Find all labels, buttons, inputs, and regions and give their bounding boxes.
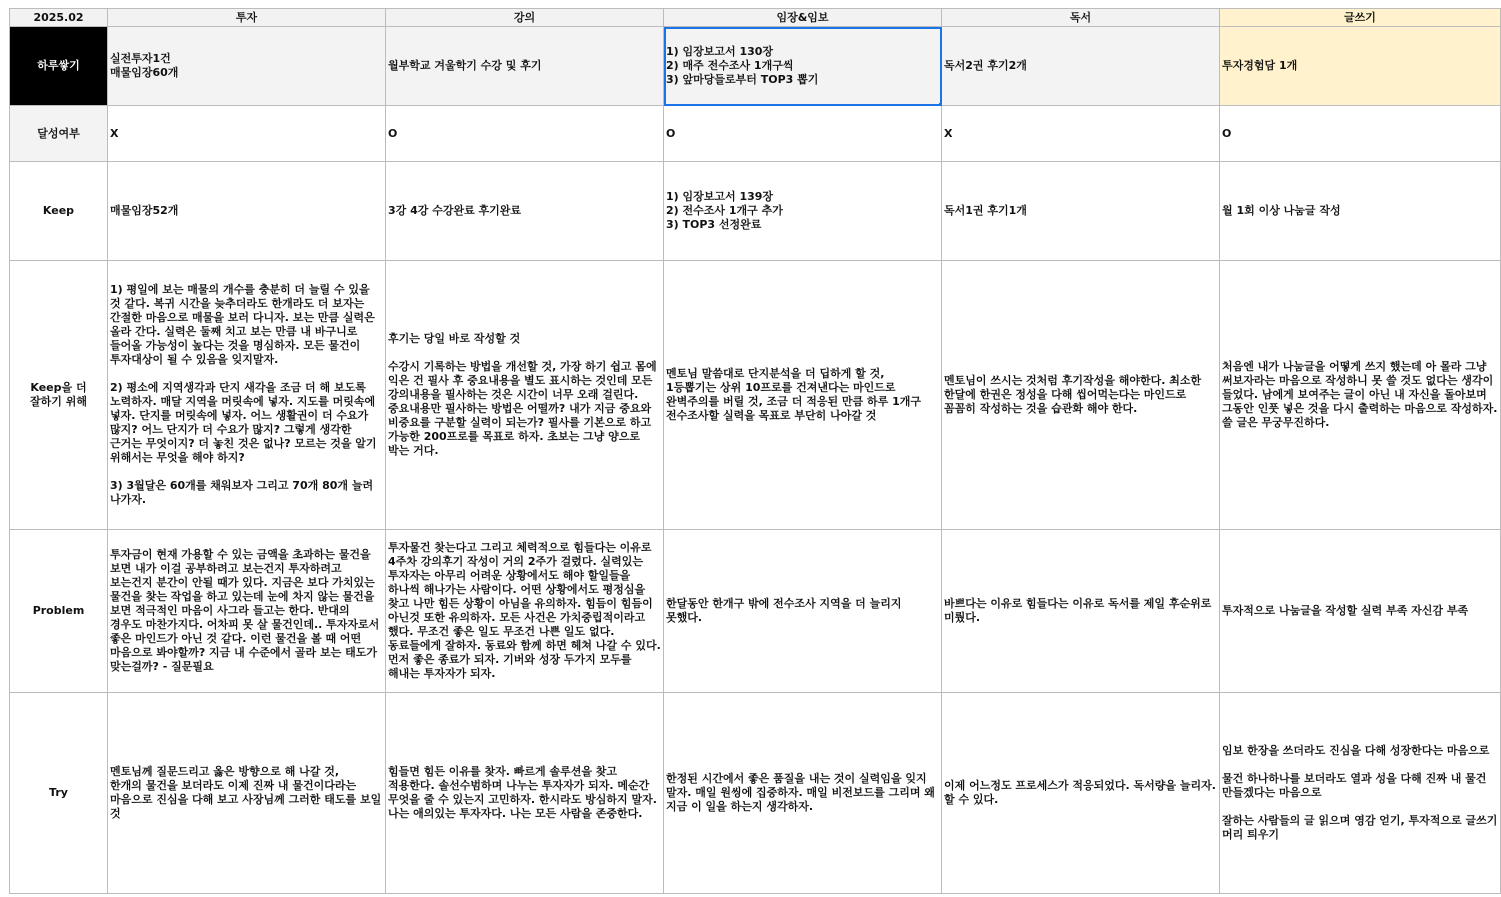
- header-cell-investment[interactable]: 투자: [108, 9, 386, 27]
- keep-cell-investment[interactable]: 매물임장52개: [108, 162, 386, 261]
- problem-cell-reading[interactable]: 바쁘다는 이유로 힘들다는 이유로 독서를 제일 후순위로 미뤘다.: [942, 530, 1220, 693]
- achievement-row: [10, 106, 1501, 162]
- header-cell-lecture[interactable]: 강의: [386, 9, 664, 27]
- try-cell-investment[interactable]: 멘토님께 질문드리고 옳은 방향으로 해 나갈 것, 한개의 물건을 보더라도 이제 진짜 내 물건이다라는 마음으로 진심을 다해 보고 사장님께 그러한 태도를 보일 것: [108, 693, 386, 894]
- goal-cell-reading[interactable]: 독서2권 후기2개: [942, 27, 1220, 106]
- goal-cell-site-visit[interactable]: [664, 27, 942, 106]
- row-label-daily-goal[interactable]: 하루쌓기: [10, 27, 108, 106]
- try-cell-lecture[interactable]: 힘들면 힘든 이유를 찾자. 빠르게 솔루션을 찾고 적용한다. 솔선수범하며 나누는 투자자가 되자. 메순간 무엇을 줄 수 있는지 고민하자. 한시라도 방심하지 말자. 나는 애의있는 투자자다. 나는 모든 사람을 존중한다.: [386, 693, 664, 894]
- header-corner-cell[interactable]: 2025.02: [10, 9, 108, 27]
- achievement-cell-lecture[interactable]: O: [386, 106, 664, 162]
- spreadsheet-grid: [9, 8, 1501, 894]
- header-row: [10, 9, 1501, 27]
- keep-cell-site-visit[interactable]: 1) 임장보고서 139장 2) 전수조사 1개구 추가 3) TOP3 선정완료: [664, 162, 942, 261]
- header-cell-writing[interactable]: 글쓰기: [1220, 9, 1501, 27]
- keep-better-cell-lecture[interactable]: 후기는 당일 바로 작성할 것 수강시 기록하는 방법을 개선할 것, 가장 하기 쉽고 몸에 익은 건 필사 후 중요내용을 별도 표시하는 것인데 모든 강의내용을 필사하는 것은 시간이 너무 오래 걸린다. 중요내용만 필사하는 방법은 어떨까? 내가 지금 중요와 비중요를 구분할 실력이 되는가? 필사를 기본으로 하고 가능한 200프로를 목표로 하자. 초보는 그냥 양으로 박는 거다.: [386, 261, 664, 530]
- row-label-problem[interactable]: Problem: [10, 530, 108, 693]
- row-label-keep-better[interactable]: Keep을 더 잘하기 위해: [10, 261, 108, 530]
- goal-cell-lecture[interactable]: 월부학교 겨울학기 수강 및 후기: [386, 27, 664, 106]
- keep-cell-reading[interactable]: 독서1권 후기1개: [942, 162, 1220, 261]
- try-cell-writing[interactable]: 임보 한장을 쓰더라도 진심을 다해 성장한다는 마음으로 물건 하나하나를 보더라도 열과 성을 다해 진짜 내 물건 만들겠다는 마음으로 잘하는 사람들의 글 읽으며 영감 얻기, 투자적으로 글쓰기 머리 틔우기: [1220, 693, 1501, 894]
- problem-cell-writing[interactable]: 투자적으로 나눔글을 작성할 실력 부족 자신감 부족: [1220, 530, 1501, 693]
- goal-cell-investment[interactable]: 실전투자1건 매물임장60개: [108, 27, 386, 106]
- try-cell-site-visit[interactable]: 한정된 시간에서 좋은 품질을 내는 것이 실력임을 잊지 말자. 매일 원씽에 집중하자. 매일 비전보드를 그리며 왜 지금 이 일을 하는지 생각하자.: [664, 693, 942, 894]
- achievement-cell-reading[interactable]: X: [942, 106, 1220, 162]
- header-cell-site-visit[interactable]: 임장&임보: [664, 9, 942, 27]
- keep-better-cell-site-visit[interactable]: 멘토님 말씀대로 단지분석을 더 딥하게 할 것, 1등뽑기는 상위 10프로를 건져낸다는 마인드로 완벽주의를 버릴 것, 조금 더 적응된 만큼 하루 1개구 전수조사할 실력을 목표로 부단히 나아갈 것: [664, 261, 942, 530]
- keep-better-cell-investment[interactable]: 1) 평일에 보는 매물의 개수를 충분히 더 늘릴 수 있을 것 같다. 복귀 시간을 늦추더라도 한개라도 더 보자는 간절한 마음으로 매물을 보러 다니자. 보는 만큼 실력은 올라 간다. 실력은 둘째 치고 보는 만큼 내 바구니로 들어올 가능성이 높다는 것을 명심하자. 모든 물건이 투자대상이 될 수 있음을 잊지말자. 2) 평소에 지역생각과 단지 새각을 조금 더 해 보도록 노력하자. 매달 지역을 머릿속에 넣자. 지도를 머릿속에 넣자. 단지를 머릿속에 넣자. 어느 생활권이 더 수요가 많지? 어느 단지가 더 수요가 많지? 그렇게 생각한 근거는 무엇이지? 더 놓친 것은 없나? 모르는 것을 알기 위해서는 무엇을 해야 하지? 3) 3월달은 60개를 채워보자 그리고 70개 80개 늘려 나가자.: [108, 261, 386, 530]
- row-label-achievement[interactable]: 달성여부: [10, 106, 108, 162]
- achievement-cell-writing[interactable]: O: [1220, 106, 1501, 162]
- try-row: [10, 693, 1501, 894]
- row-label-try[interactable]: Try: [10, 693, 108, 894]
- keep-better-cell-writing[interactable]: 처음엔 내가 나눔글을 어떻게 쓰지 했는데 아 몰라 그냥 써보자라는 마음으로 작성하니 못 쓸 것도 없다는 생각이 들었다. 남에게 보여주는 글이 아닌 내 자신을 돌아보며 그동안 인풋 넣은 것을 다시 출력하는 마음으로 작성하자. 쓸 글은 무궁무진하다.: [1220, 261, 1501, 530]
- achievement-cell-site-visit[interactable]: O: [664, 106, 942, 162]
- achievement-cell-investment[interactable]: X: [108, 106, 386, 162]
- problem-cell-investment[interactable]: 투자금이 현재 가용할 수 있는 금액을 초과하는 물건을 보면 내가 이걸 공부하려고 보는건지 투자하려고 보는건지 분간이 안될 때가 있다. 지금은 보다 가치있는 물건을 찾는 작업을 하고 있는데 눈에 차지 않는 물건을 보면 적극적인 마음이 사그라 들고는 한다. 반대의 경우도 마찬가지다. 어차피 못 살 물건인데.. 투자자로서 좋은 마인드가 아닌 것 같다. 이런 물건을 볼 때 어떤 마음으로 봐야할까? 지금 내 수준에서 골라 보는 태도가 맞는걸까? - 질문필요: [108, 530, 386, 693]
- keep-row: [10, 162, 1501, 261]
- goal-cell-writing[interactable]: 투자경험담 1개: [1220, 27, 1501, 106]
- problem-cell-lecture[interactable]: 투자물건 찾는다고 그리고 체력적으로 힘들다는 이유로 4주차 강의후기 작성이 거의 2주가 걸렸다. 실력있는 투자자는 아무리 어려운 상황에서도 해야 할일들을 하나씩 해나가는 사람이다. 어떤 상황에서도 평정심을 찾고 나만 힘든 상황이 아님을 유의하자. 힘듬이 힘듬이 아닌것 또한 유의하자. 모든 사건은 가치중립적이라고 했다. 무조건 좋은 일도 무조건 나쁜 일도 없다. 동료들에게 잘하자. 동료와 함께 하면 헤쳐 나갈 수 있다. 먼저 좋은 종료가 되자. 기버와 성장 두가지 모두를 해내는 투자자가 되자.: [386, 530, 664, 693]
- keep-cell-lecture[interactable]: 3강 4강 수강완료 후기완료: [386, 162, 664, 261]
- row-label-keep[interactable]: Keep: [10, 162, 108, 261]
- keep-better-cell-reading[interactable]: 멘토님이 쓰시는 것처럼 후기작성을 해야한다. 최소한 한달에 한권은 정성을 다해 씹어먹는다는 마인드로 꼼꼼히 작성하는 것을 습관화 해야 한다.: [942, 261, 1220, 530]
- keep-better-row: [10, 261, 1501, 530]
- goal-cell-site-visit-text: 1) 임장보고서 130장 2) 매주 전수조사 1개구씩 3) 앞마당들로부터 TOP3 뽑기: [666, 45, 819, 86]
- goal-row: [10, 27, 1501, 106]
- keep-cell-writing[interactable]: 월 1회 이상 나눔글 작성: [1220, 162, 1501, 261]
- problem-cell-site-visit[interactable]: 한달동안 한개구 밖에 전수조사 지역을 더 늘리지 못했다.: [664, 530, 942, 693]
- header-cell-reading[interactable]: 독서: [942, 9, 1220, 27]
- problem-row: [10, 530, 1501, 693]
- selection-fill-handle[interactable]: [939, 103, 942, 106]
- try-cell-reading[interactable]: 이제 어느정도 프로세스가 적응되었다. 독서량을 늘리자. 할 수 있다.: [942, 693, 1220, 894]
